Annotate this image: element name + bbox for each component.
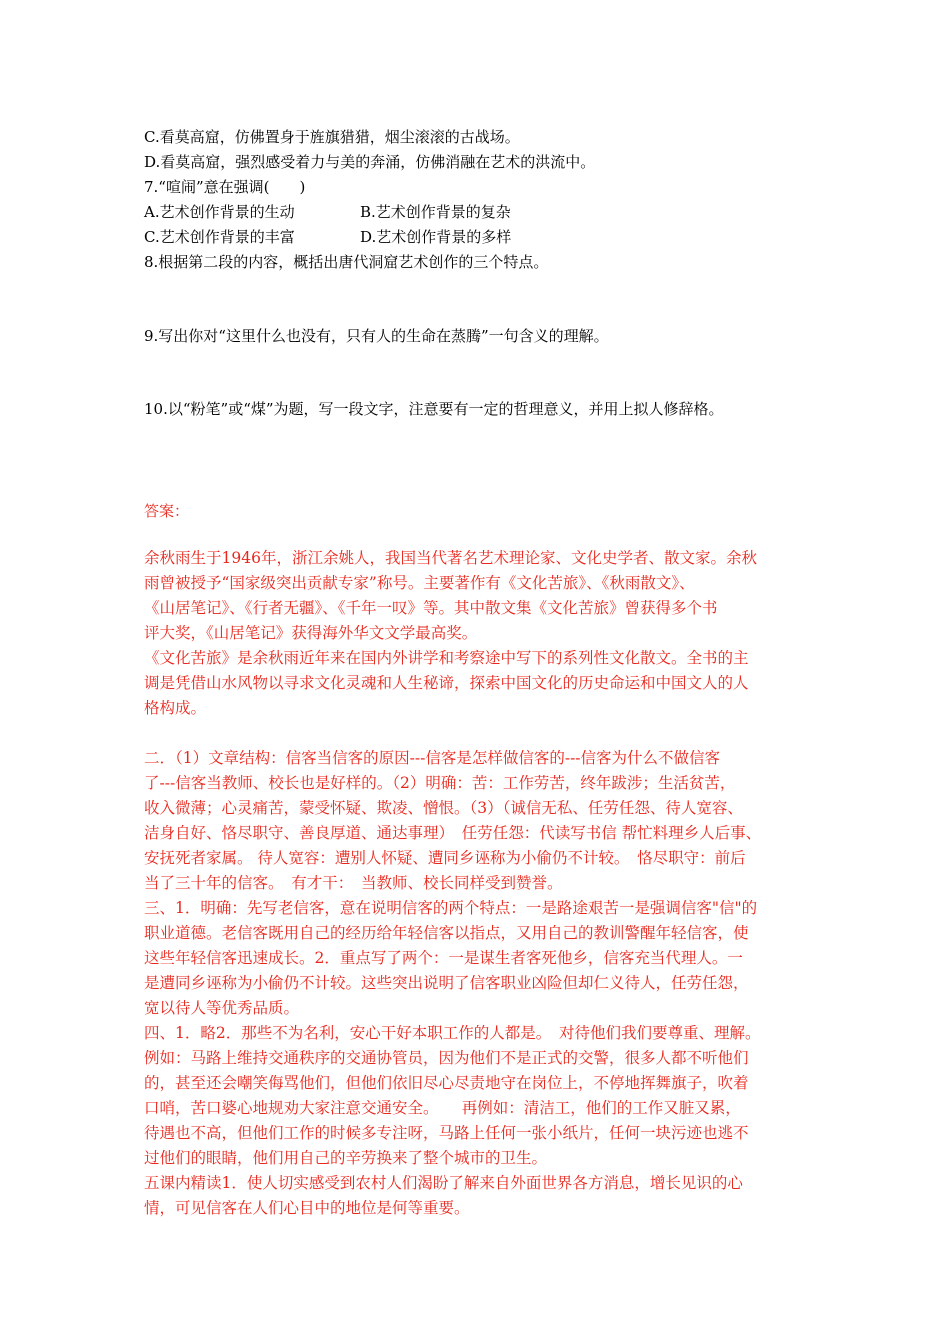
question-7-option-d: D.艺术创作背景的多样 [360,228,512,246]
answer-line: 是遭同乡诬称为小偷仍不计较。这些突出说明了信客职业凶险但却仁义待人，任劳任怨， [144,974,749,992]
answer-line: 《山居笔记》、《行者无疆》、《千年一叹》等。其中散文集《文化苦旅》曾获得多个书 [144,599,718,617]
answer-line: 洁身自好、恪尽职守、善良厚道、通达事理） 任劳任怨：代读写书信 帮忙料理乡人后事、 [144,824,762,842]
answer-line: 调是凭借山水风物以寻求文化灵魂和人生秘谛，探索中国文化的历史命运和中国文人的人 [144,674,749,692]
answer-line: 待遇也不高，但他们工作的时候多专注呀，马路上任何一张小纸片，任何一块污迹也逃不 [144,1124,749,1142]
answer-line: 三、1．明确：先写老信客，意在说明信客的两个特点：一是路途艰苦一是强调信客"信"的 [144,899,758,917]
question-9-stem: 9.写出你对“这里什么也没有，只有人的生命在蒸腾”一句含义的理解。 [144,327,609,345]
answer-line: 《文化苦旅》是余秋雨近年来在国内外讲学和考察途中写下的系列性文化散文。全书的主 [144,649,749,667]
question-6-option-c: C.看莫高窟，仿佛置身于旌旗猎猎，烟尘滚滚的古战场。 [144,128,520,146]
question-7-options-row-2 [144,227,512,247]
question-7-option-b: B.艺术创作背景的复杂 [360,203,511,221]
question-8-stem: 8.根据第二段的内容，概括出唐代洞窟艺术创作的三个特点。 [144,253,549,271]
answer-heading: 答案： [144,502,190,520]
answer-line: 职业道德。老信客既用自己的经历给年轻信客以指点，又用自己的教训警醒年轻信客，使 [144,924,749,942]
answer-line: 例如：马路上维持交通秩序的交通协管员，因为他们不是正式的交警，很多人都不听他们 [144,1049,749,1067]
answer-line: 过他们的眼睛，他们用自己的辛劳换来了整个城市的卫生。 [144,1149,548,1167]
answer-line: 这些年轻信客迅速成长。2．重点写了两个：一是谋生者客死他乡，信客充当代理人。一 [144,949,743,967]
question-7-stem: 7.“喧闹”意在强调( ) [144,178,306,196]
answer-line: 安抚死者家属。 待人宽容：遭别人怀疑、遭同乡诬称为小偷仍不计较。 恪尽职守：前后 [144,849,746,867]
question-7-option-c: C.艺术创作背景的丰富 [144,228,295,246]
answer-line: 四、1．略2．那些不为名利，安心干好本职工作的人都是。 对待他们我们要尊重、理解。 [144,1024,761,1042]
answer-line: 五课内精读1．使人切实感受到农村人们渴盼了解来自外面世界各方消息，增长见识的心 [144,1174,743,1192]
answer-line: 口哨，苦口婆心地规劝大家注意交通安全。 再例如：清洁工，他们的工作又脏又累， [144,1099,741,1117]
answer-line: 二．（1）文章结构：信客当信客的原因---信客是怎样做信客的---信客为什么不做信客 [144,749,721,767]
question-6-option-d: D.看莫高窟，强烈感受着力与美的奔涌，仿佛消融在艺术的洪流中。 [144,153,596,171]
answer-line: 的，甚至还会嘲笑侮骂他们，但他们依旧尽心尽责地守在岗位上，不停地挥舞旗子，吹着 [144,1074,749,1092]
answer-line: 雨曾被授予“国家级突出贡献专家”称号。主要著作有《文化苦旅》、《秋雨散文》、 [144,574,695,592]
question-10-stem: 10.以“粉笔”或“煤”为题，写一段文字，注意要有一定的哲理意义，并用上拟人修辞格。 [144,400,724,418]
question-7-option-a: A.艺术创作背景的生动 [144,203,295,221]
answer-line: 余秋雨生于1946年，浙江余姚人，我国当代著名艺术理论家、文化史学者、散文家。余秋 [144,549,757,567]
answer-line: 了---信客当教师、校长也是好样的。（2）明确：苦：工作劳苦，终年跋涉；生活贫苦， [144,774,736,792]
answer-line: 格构成。 [144,699,207,717]
answer-line: 收入微薄；心灵痛苦，蒙受怀疑、欺凌、憎恨。（3）（诚信无私、任劳任怨、待人宽容、 [144,799,743,817]
answer-line: 宽以待人等优秀品质。 [144,999,300,1017]
answer-line: 情，可见信客在人们心目中的地位是何等重要。 [144,1199,470,1217]
answer-line: 当了三十年的信客。 有才干： 当教师、校长同样受到赞誉。 [144,874,563,892]
answer-line: 评大奖，《山居笔记》获得海外华文文学最高奖。 [144,624,478,642]
question-7-options-row-1 [144,202,511,222]
